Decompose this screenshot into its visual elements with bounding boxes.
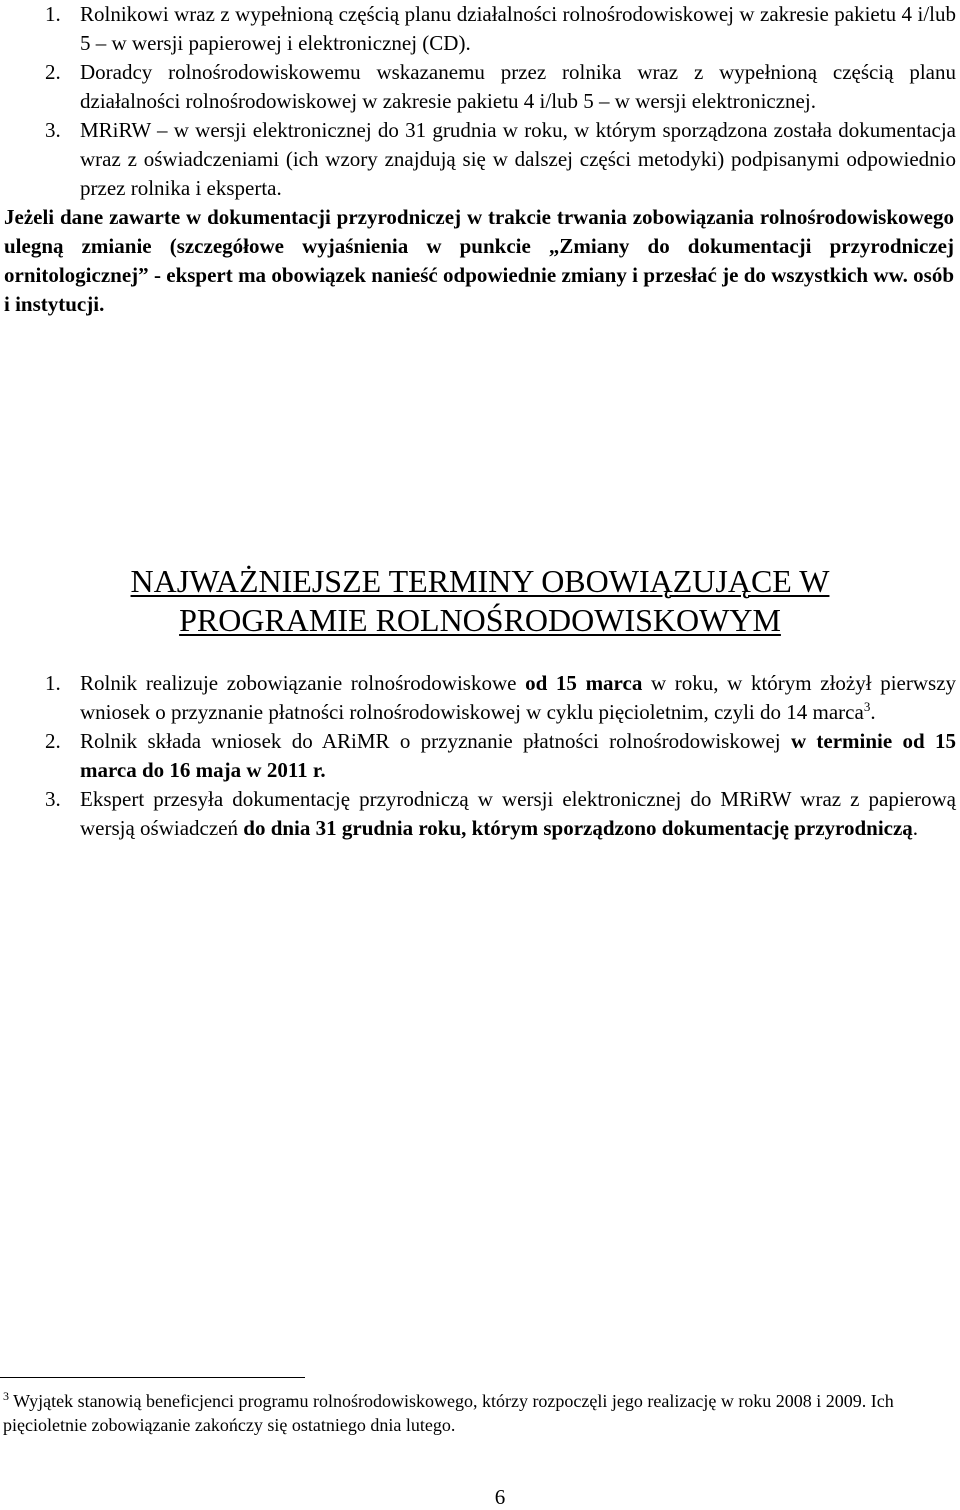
list-item-bold-text: do dnia 31 grudnia roku, którym sporządzono dokumentację przyrodniczą	[243, 816, 913, 840]
footnote	[3, 1389, 953, 1437]
page-number: 6	[494, 1485, 506, 1509]
section-heading	[0, 562, 960, 640]
deadlines-list	[0, 669, 958, 843]
list-item-number: 3.	[45, 787, 61, 811]
footnote-marker: 3	[3, 1389, 9, 1403]
list-item-number: 2.	[45, 60, 61, 84]
list-item	[0, 669, 958, 727]
section-heading-line-2: PROGRAMIE ROLNOŚRODOWISKOWYM	[179, 602, 781, 638]
footnote-separator	[0, 1377, 305, 1378]
list-item-text: Rolnik realizuje zobowiązanie rolnośrodowiskowe	[80, 671, 526, 695]
list-item-text: Rolnikowi wraz z wypełnioną częścią planu działalności rolnośrodowiskowej w zakresie pakietu 4 i/lub 5 – w wersji papierowej i elektronicznej (CD).	[80, 2, 956, 55]
list-item-text: MRiRW – w wersji elektronicznej do 31 grudnia w roku, w którym sporządzona została dokumentacja wraz z oświadczeniami (ich wzory znajdują się w dalszej części metodyki) podpisanymi odpowiednio przez rolnika i eksperta.	[80, 118, 956, 200]
list-item-text: .	[912, 816, 919, 840]
list-item-bold-text: od 15 marca	[525, 671, 643, 695]
list-item-text: Doradcy rolnośrodowiskowemu wskazanemu przez rolnika wraz z wypełnioną częścią planu działalności rolnośrodowiskowej w zakresie pakietu 4 i/lub 5 – w wersji elektronicznej.	[80, 60, 956, 113]
list-item	[0, 58, 958, 116]
list-item-text: w roku, w którym złożył pierwszy wniosek o przyznanie płatności rolnośrodowiskowej w cyklu pięcioletnim, czyli do 14 marca	[80, 671, 957, 724]
list-item-text: Rolnik składa wniosek do ARiMR o przyznanie płatności rolnośrodowiskowej	[80, 729, 791, 753]
list-item-bold-text: w terminie od 15 marca do 16 maja w 2011 r.	[80, 729, 956, 782]
list-item-number: 3.	[45, 118, 61, 142]
list-item-number: 1.	[45, 2, 61, 26]
list-item	[0, 785, 958, 843]
list-item-number: 2.	[45, 729, 61, 753]
list-item-text: Ekspert przesyła dokumentację przyrodniczą w wersji elektronicznej do MRiRW wraz z papierową wersją oświadczeń	[80, 787, 956, 840]
list-item	[0, 0, 958, 58]
footnote-text: Wyjątek stanowią beneficjenci programu rolnośrodowiskowego, którzy rozpoczęli jego realizację w roku 2008 i 2009. Ich pięcioletnie zobowiązanie zakończy się ostatniego dnia lutego.	[3, 1391, 894, 1435]
list-item	[0, 727, 958, 785]
list-item-number: 1.	[45, 671, 61, 695]
footnote-reference[interactable]: 3	[863, 699, 871, 714]
recipients-list	[0, 0, 958, 203]
changes-notice: Jeżeli dane zawarte w dokumentacji przyrodniczej w trakcie trwania zobowiązania rolnośrodowiskowego ulegną zmianie (szczegółowe wyjaśnienia w punkcie „Zmiany do dokumentacji przyrodniczej ornitologicznej” - ekspert ma obowiązek nanieść odpowiednie zmiany i przesłać je do wszystkich ww. osób i instytucji.	[4, 205, 954, 316]
section-heading-line-1: NAJWAŻNIEJSZE TERMINY OBOWIĄZUJĄCE W	[130, 563, 830, 599]
list-item-text: .	[870, 700, 876, 724]
list-item	[0, 116, 958, 203]
